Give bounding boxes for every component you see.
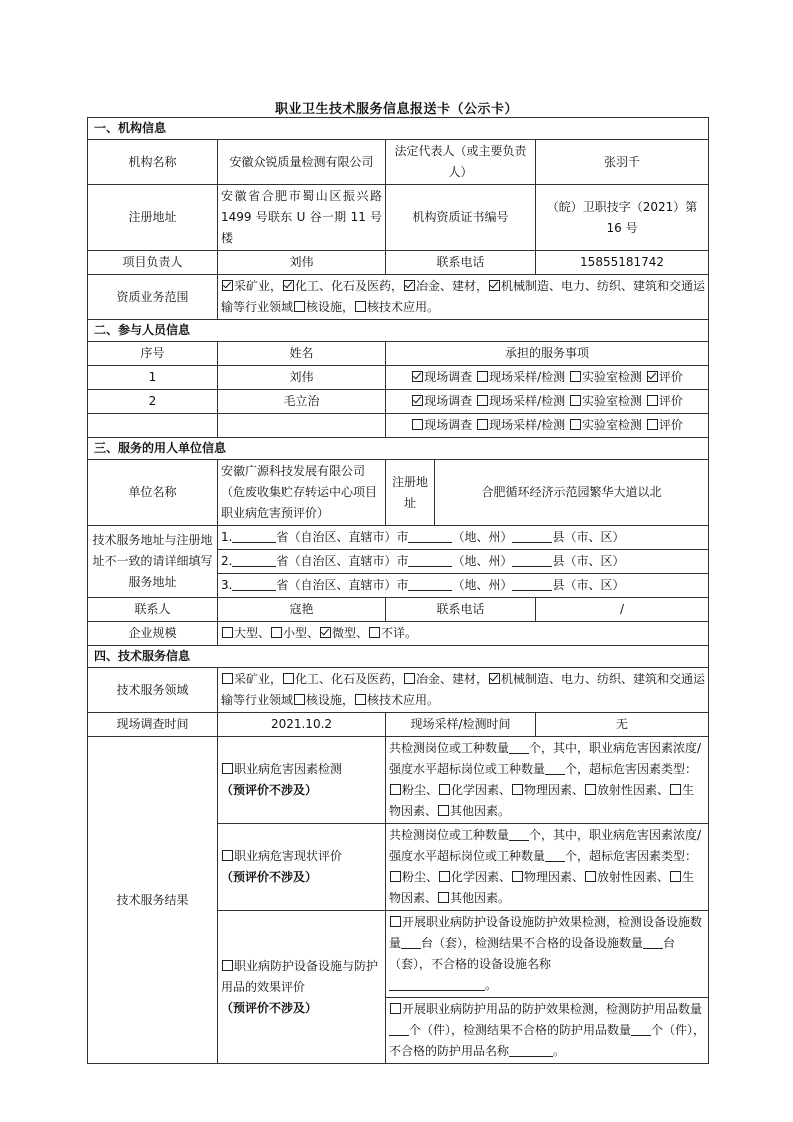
checkbox-icon [390, 1003, 401, 1014]
checkbox-icon[interactable] [271, 627, 282, 638]
result-label: 技术服务结果 [88, 737, 218, 1064]
checked-box-icon[interactable] [489, 280, 500, 291]
checkbox-icon[interactable] [585, 871, 596, 882]
option-label: 机械制造、电力、纺织、建筑和交通运输等行业领域 [221, 279, 706, 314]
staff-name: 刘伟 [218, 366, 386, 390]
legal-rep-label: 法定代表人（或主要负责人） [386, 140, 536, 185]
org-name-label: 机构名称 [88, 140, 218, 185]
checkbox-icon[interactable] [390, 784, 401, 795]
field-list [218, 668, 709, 713]
checkbox-icon [222, 763, 233, 774]
checked-box-icon[interactable] [404, 280, 415, 291]
option-label: 化工、化石及医药， [295, 672, 404, 686]
factor-label: 放射性因素、 [597, 870, 670, 884]
option-label: 评价 [658, 394, 683, 408]
result-assessment: 职业病危害现状评价 （预评价不涉及） [218, 824, 386, 911]
factor-label: 粉尘、 [402, 870, 439, 884]
checkbox-icon[interactable] [355, 301, 366, 312]
option-label: 化工、化石及医药， [295, 279, 404, 293]
result-protection: 职业病防护设备设施与防护用品的效果评价 （预评价不涉及） [218, 911, 386, 1064]
staff-row [88, 366, 709, 390]
checkbox-icon [390, 916, 401, 927]
checkbox-icon[interactable] [512, 871, 523, 882]
addr-city: （地、州） [452, 554, 513, 568]
factor-label: 生物因素、 [389, 783, 695, 818]
section-service-heading: 四、技术服务信息 [88, 646, 709, 668]
posts-text: 个，超标危害因素类型： [565, 849, 698, 863]
page-title: 职业卫生技术服务信息报送卡（公示卡） [274, 102, 518, 117]
option-label: 不详。 [381, 626, 418, 640]
svc-addr-line [218, 526, 709, 550]
staff-no [88, 414, 218, 438]
staff-no: 2 [88, 390, 218, 414]
pm-label: 项目负责人 [88, 251, 218, 275]
checked-box-icon[interactable] [222, 280, 233, 291]
checkbox-icon[interactable] [512, 784, 523, 795]
posts-text: 共检测岗位或工种数量 [389, 741, 510, 755]
scope-label: 资质业务范围 [88, 275, 218, 320]
contact: 寇艳 [218, 598, 386, 622]
checkbox-icon[interactable] [477, 371, 488, 382]
option-label: 实验室检测 [581, 394, 642, 408]
sample-time-label: 现场采样/检测时间 [386, 713, 536, 737]
option-label: 评价 [658, 418, 683, 432]
checkbox-icon[interactable] [670, 871, 681, 882]
checkbox-icon[interactable] [222, 673, 233, 684]
cert-label: 机构资质证书编号 [386, 185, 536, 251]
staff-name: 毛立治 [218, 390, 386, 414]
option-label: 现场调查 [424, 418, 473, 432]
checkbox-icon[interactable] [294, 301, 305, 312]
staff-no: 1 [88, 366, 218, 390]
sample-time: 无 [536, 713, 709, 737]
factor-label: 其他因素。 [450, 891, 511, 905]
checkbox-icon[interactable] [570, 371, 581, 382]
option-label: 核技术应用。 [367, 300, 440, 314]
option-label: 采矿业， [234, 672, 283, 686]
checkbox-icon[interactable] [477, 395, 488, 406]
staff-items [386, 390, 709, 414]
checkbox-icon[interactable] [647, 395, 658, 406]
contact-label: 联系人 [88, 598, 218, 622]
result-detection: 职业病危害因素检测 （预评价不涉及） [218, 737, 386, 824]
checkbox-icon[interactable] [438, 805, 449, 816]
checked-box-icon[interactable] [412, 395, 423, 406]
factor-label: 化学因素、 [451, 870, 512, 884]
checkbox-icon [222, 850, 233, 861]
option-label: 现场采样/检测 [489, 394, 566, 408]
checkbox-icon[interactable] [570, 419, 581, 430]
section-employer-heading: 三、服务的用人单位信息 [88, 438, 709, 460]
pm: 刘伟 [218, 251, 386, 275]
contact-phone: / [536, 598, 709, 622]
option-label: 微型、 [332, 626, 369, 640]
option-label: 机械制造、电力、纺织、建筑和交通运输等行业领域 [221, 672, 706, 707]
report-form [87, 117, 709, 1064]
checkbox-icon[interactable] [404, 673, 415, 684]
result-detection-detail [386, 737, 709, 824]
staff-items [386, 366, 709, 390]
section-staff-heading: 二、参与人员信息 [88, 320, 709, 342]
addr-index: 3. [221, 578, 233, 592]
svc-addr-line [218, 574, 709, 598]
checkbox-icon[interactable] [438, 892, 449, 903]
unit-label: 单位名称 [88, 460, 218, 526]
section-org-heading: 一、机构信息 [88, 118, 709, 140]
checkbox-icon[interactable] [585, 784, 596, 795]
checkbox-icon[interactable] [477, 419, 488, 430]
staff-row [88, 414, 709, 438]
addr-county: 县（市、区） [552, 578, 625, 592]
option-label: 现场调查 [424, 394, 473, 408]
addr-index: 2. [221, 554, 233, 568]
survey-time-label: 现场调查时间 [88, 713, 218, 737]
checkbox-icon[interactable] [647, 419, 658, 430]
factor-label: 其他因素。 [450, 804, 511, 818]
org-name: 安徽众锐质量检测有限公司 [218, 140, 386, 185]
checkbox-icon[interactable] [294, 694, 305, 705]
checkbox-icon[interactable] [412, 419, 423, 430]
posts-text: 共检测岗位或工种数量 [389, 828, 510, 842]
checkbox-icon[interactable] [439, 871, 450, 882]
svc-addr-label: 技术服务地址与注册地址不一致的请详细填写服务地址 [88, 526, 218, 598]
legal-rep: 张羽千 [536, 140, 709, 185]
factor-label: 生物因素、 [389, 870, 695, 905]
option-label: 实验室检测 [581, 370, 642, 384]
option-label: 现场采样/检测 [489, 418, 566, 432]
posts-text: 个，其中，职业病危害因素浓度/强度水平超标岗位或工种数量 [389, 828, 702, 863]
checkbox-icon[interactable] [283, 673, 294, 684]
scope-list [218, 275, 709, 320]
survey-time: 2021.10.2 [218, 713, 386, 737]
checked-box-icon[interactable] [489, 673, 500, 684]
addr-province: 省（自治区、直辖市）市 [276, 530, 409, 544]
checkbox-icon[interactable] [570, 395, 581, 406]
option-label: 核设施， [306, 693, 355, 707]
addr-index: 1. [221, 530, 233, 544]
option-label: 冶金、建材， [416, 279, 489, 293]
option-label: 大型、 [234, 626, 271, 640]
cert-no: （皖）卫职技字（2021）第 16 号 [536, 185, 709, 251]
checkbox-icon[interactable] [355, 694, 366, 705]
staff-name [218, 414, 386, 438]
staff-items [386, 414, 709, 438]
phone: 15855181742 [536, 251, 709, 275]
checkbox-icon[interactable] [222, 627, 233, 638]
option-label: 现场采样/检测 [489, 370, 566, 384]
checkbox-icon[interactable] [390, 871, 401, 882]
size-options [218, 622, 709, 646]
col-items-header: 承担的服务事项 [386, 342, 709, 366]
unit-reg-label: 注册地址 [386, 460, 435, 526]
reg-addr: 安徽省合肥市蜀山区振兴路 1499 号联东 U 谷一期 11 号楼 [218, 185, 386, 251]
addr-province: 省（自治区、直辖市）市 [276, 554, 409, 568]
checkbox-icon[interactable] [369, 627, 380, 638]
option-label: 小型、 [283, 626, 320, 640]
field-label: 技术服务领域 [88, 668, 218, 713]
contact-phone-label: 联系电话 [386, 598, 536, 622]
col-name-header: 姓名 [218, 342, 386, 366]
factor-label: 物理因素、 [524, 783, 585, 797]
svc-addr-line [218, 550, 709, 574]
checkbox-icon[interactable] [439, 784, 450, 795]
factor-label: 粉尘、 [402, 783, 439, 797]
factor-label: 放射性因素、 [597, 783, 670, 797]
option-label: 核设施， [306, 300, 355, 314]
result-assessment-detail [386, 824, 709, 911]
size-label: 企业规模 [88, 622, 218, 646]
checked-box-icon[interactable] [320, 627, 331, 638]
option-label: 采矿业， [234, 279, 283, 293]
option-label: 现场调查 [424, 370, 473, 384]
addr-city: （地、州） [452, 578, 513, 592]
phone-label: 联系电话 [386, 251, 536, 275]
option-label: 冶金、建材， [416, 672, 489, 686]
addr-city: （地、州） [452, 530, 513, 544]
unit-reg-addr: 合肥循环经济示范园繁华大道以北 [435, 460, 709, 526]
addr-county: 县（市、区） [552, 530, 625, 544]
option-label: 核技术应用。 [367, 693, 440, 707]
checkbox-icon[interactable] [670, 784, 681, 795]
checked-box-icon[interactable] [283, 280, 294, 291]
checkbox-icon [222, 960, 233, 971]
staff-row [88, 390, 709, 414]
addr-county: 县（市、区） [552, 554, 625, 568]
col-no-header: 序号 [88, 342, 218, 366]
option-label: 评价 [658, 370, 683, 384]
factor-label: 物理因素、 [524, 870, 585, 884]
ppe-detail: 开展职业病防护用品的防护效果检测，检测防护用品数量个（件），检测结果不合格的防护用品数量 个（件），不合格的防护用品名称 。 [386, 998, 709, 1064]
posts-text: 个，其中，职业病危害因素浓度/强度水平超标岗位或工种数量 [389, 741, 702, 776]
checked-box-icon[interactable] [412, 371, 423, 382]
addr-province: 省（自治区、直辖市）市 [276, 578, 409, 592]
equip-detail: 开展职业病防护设备设施防护效果检测，检测设备设施数量 台（套），检测结果不合格的设备设施数量 台（套），不合格的设备设施名称 。 [386, 911, 709, 998]
checked-box-icon[interactable] [647, 371, 658, 382]
option-label: 实验室检测 [581, 418, 642, 432]
unit-name: 安徽广源科技发展有限公司（危废收集贮存转运中心项目职业病危害预评价） [218, 460, 386, 526]
factor-label: 化学因素、 [451, 783, 512, 797]
posts-text: 个，超标危害因素类型： [565, 762, 698, 776]
reg-addr-label: 注册地址 [88, 185, 218, 251]
